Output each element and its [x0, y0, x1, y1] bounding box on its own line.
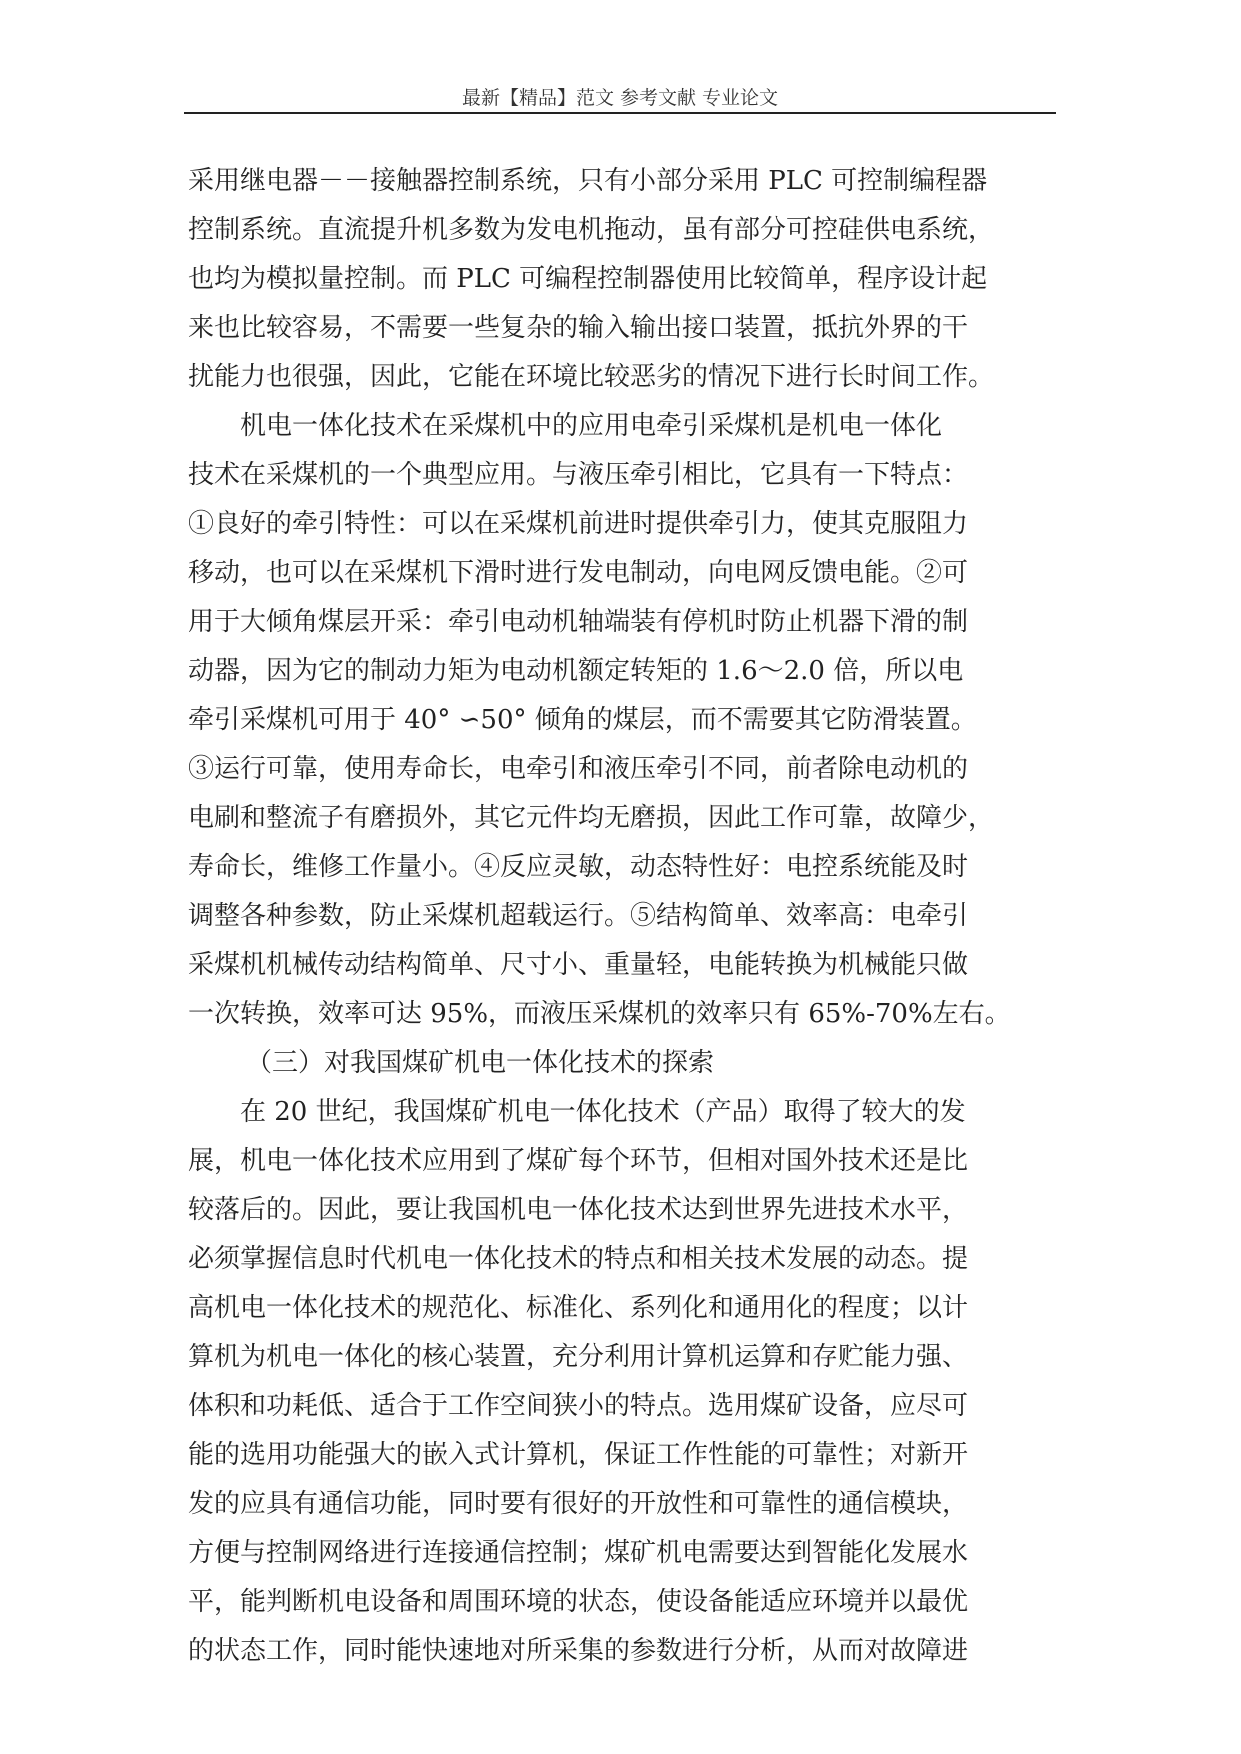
text-line: 能的选用功能强大的嵌入式计算机，保证工作性能的可靠性；对新开	[188, 1440, 969, 1470]
text-line: 采煤机机械传动结构简单、尺寸小、重量轻，电能转换为机械能只做	[188, 950, 969, 980]
text-line: 体积和功耗低、适合于工作空间狭小的特点。选用煤矿设备，应尽可	[188, 1391, 969, 1421]
text-line: 控制系统。直流提升机多数为发电机拖动，虽有部分可控硅供电系统，	[188, 215, 995, 245]
text-line: 算机为机电一体化的核心装置，充分利用计算机运算和存贮能力强、	[188, 1342, 969, 1372]
text-line: 扰能力也很强，因此，它能在环境比较恶劣的情况下进行长时间工作。	[188, 362, 995, 392]
text-line: 一次转换，效率可达 95%，而液压采煤机的效率只有 65%-70%左右。	[188, 999, 1011, 1029]
text-line: 移动，也可以在采煤机下滑时进行发电制动，向电网反馈电能。②可	[188, 558, 969, 588]
text-line: ①良好的牵引特性：可以在采煤机前进时提供牵引力，使其克服阻力	[188, 509, 969, 539]
text-line: 高机电一体化技术的规范化、标准化、系列化和通用化的程度；以计	[188, 1293, 969, 1323]
text-line: 采用继电器－－接触器控制系统，只有小部分采用 PLC 可控制编程器	[188, 166, 988, 196]
text-line: ③运行可靠，使用寿命长，电牵引和液压牵引不同，前者除电动机的	[188, 754, 969, 784]
text-line: 寿命长，维修工作量小。④反应灵敏，动态特性好：电控系统能及时	[188, 852, 969, 882]
paragraph-start-line: 机电一体化技术在采煤机中的应用电牵引采煤机是机电一体化	[240, 411, 943, 441]
text-line: 也均为模拟量控制。而 PLC 可编程控制器使用比较简单，程序设计起	[188, 264, 988, 294]
text-line: 必须掌握信息时代机电一体化技术的特点和相关技术发展的动态。提	[188, 1244, 969, 1274]
header-rule	[184, 112, 1056, 114]
text-line: 动器，因为它的制动力矩为电动机额定转矩的 1.6～2.0 倍，所以电	[188, 656, 964, 686]
text-line: 技术在采煤机的一个典型应用。与液压牵引相比，它具有一下特点：	[188, 460, 969, 490]
section-heading: （三）对我国煤矿机电一体化技术的探索	[246, 1048, 715, 1078]
text-line: 平，能判断机电设备和周围环境的状态，使设备能适应环境并以最优	[188, 1587, 969, 1617]
text-line: 方便与控制网络进行连接通信控制；煤矿机电需要达到智能化发展水	[188, 1538, 969, 1568]
text-line: 调整各种参数，防止采煤机超载运行。⑤结构简单、效率高：电牵引	[188, 901, 969, 931]
text-line: 的状态工作，同时能快速地对所采集的参数进行分析，从而对故障进	[188, 1636, 969, 1666]
text-line: 发的应具有通信功能，同时要有很好的开放性和可靠性的通信模块，	[188, 1489, 969, 1519]
paragraph-start-line: 在 20 世纪，我国煤矿机电一体化技术（产品）取得了较大的发	[240, 1097, 966, 1127]
text-line: 牵引采煤机可用于 40° ∽50° 倾角的煤层，而不需要其它防滑装置。	[188, 705, 977, 735]
text-line: 电刷和整流子有磨损外，其它元件均无磨损，因此工作可靠，故障少，	[188, 803, 995, 833]
body-text	[188, 157, 1052, 1676]
text-line: 用于大倾角煤层开采：牵引电动机轴端装有停机时防止机器下滑的制	[188, 607, 969, 637]
text-line: 展，机电一体化技术应用到了煤矿每个环节，但相对国外技术还是比	[188, 1146, 969, 1176]
text-line: 来也比较容易，不需要一些复杂的输入输出接口装置，抵抗外界的干	[188, 313, 969, 343]
page-header: 最新【精品】范文 参考文献 专业论文	[461, 87, 779, 109]
text-line: 较落后的。因此，要让我国机电一体化技术达到世界先进技术水平，	[188, 1195, 969, 1225]
